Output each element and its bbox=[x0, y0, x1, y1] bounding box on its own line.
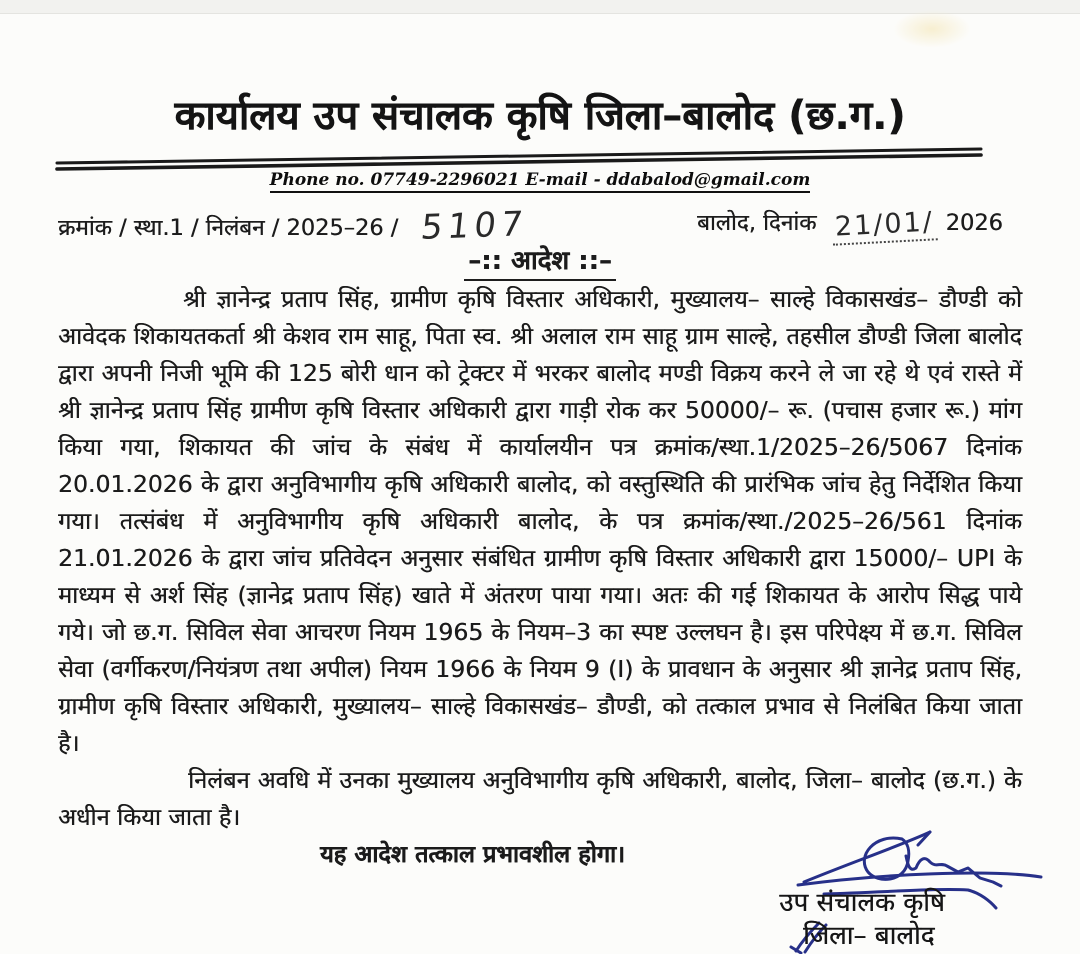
reference-label: क्रमांक / स्था.1 / निलंबन / 2025–26 / bbox=[58, 215, 399, 241]
signatory-designation: उप संचालक कृषि bbox=[779, 888, 945, 918]
place-date-label: बालोद, दिनांक bbox=[697, 210, 817, 236]
contact-line: Phone no. 07749-2296021 E-mail - ddabalod@gmail.com bbox=[270, 170, 811, 193]
order-heading: –:: आदेश ::– bbox=[464, 246, 616, 281]
office-title: कार्यालय उप संचालक कृषि जिला–बालोद (छ.ग.) bbox=[174, 93, 906, 139]
order-paragraph-1: श्री ज्ञानेन्द्र प्रताप सिंह, ग्रामीण कृषि विस्तार अधिकारी, मुख्यालय– साल्हे विकासखंड– डौण्डी को आवेदक शिकायतकर्ता श्री केशव राम साहू, पिता स्व. श्री अलाल राम साहू ग्राम साल्हे, तहसील डौण्डी जिला बालोद द्वारा अपनी निजी भूमि की 125 बोरी धान को ट्रेक्टर में भरकर बालोद मण्डी विक्रय करने ले जा रहे थे एवं रास्ते में श्री ज्ञानेन्द्र प्रताप सिंह ग्रामीण कृषि विस्तार अधिकारी द्वारा गाड़ी रोक कर 50000/– रू. (पचास हजार रू.) मांग किया गया, शिकायत की जांच के संबंध में कार्यालयीन पत्र क्रमांक/स्था.1/2025–26/5067 दिनांक 20.01.2026 के द्वारा अनुविभागीय कृषि अधिकारी बालोद, को वस्तुस्थिति की प्रारंभिक जांच हेतु निर्देशित किया गया। तत्संबंध में अनुविभागीय कृषि अधिकारी बालोद, के पत्र क्रमांक/स्था./2025–26/561 दिनांक 21.01.2026 के द्वारा जांच प्रतिवेदन अनुसार संबंधित ग्रामीण कृषि विस्तार अधिकारी द्वारा 15000/– UPI के माध्यम से अर्श सिंह (ज्ञानेद्र प्रताप सिंह) खाते में अंतरण पाया गया। अतः की गई शिकायत के आरोप सिद्ध पाये गये। जो छ.ग. सिविल सेवा आचरण नियम 1965 के नियम–3 का स्पष्ट उल्लघन है। इस परिपेक्ष्य में छ.ग. सिविल सेवा (वर्गीकरण/नियंत्रण तथा अपील) नियम 1966 के नियम 9 (I) के प्रावधान के अनुसार श्री ज्ञानेद्र प्रताप सिंह, ग्रामीण कृषि विस्तार अधिकारी, मुख्यालय– साल्हे विकासखंड– डौण्डी, को तत्काल प्रभाव से निलंबित किया जाता है। bbox=[58, 285, 1022, 757]
order-heading-row bbox=[0, 241, 1080, 277]
handwritten-ref-number: 5107 bbox=[419, 204, 531, 248]
order-closing-line: यह आदेश तत्काल प्रभावशील होगा। bbox=[320, 840, 625, 868]
scan-smudge bbox=[893, 10, 971, 48]
reference-number-row bbox=[58, 204, 531, 248]
handwritten-date: 21/01/ bbox=[831, 206, 938, 245]
printed-year: 2026 bbox=[945, 210, 1003, 236]
contact-line-row bbox=[0, 170, 1080, 190]
signatory-district: जिला– बालोद bbox=[803, 921, 935, 951]
place-date-row bbox=[697, 206, 1003, 243]
order-paragraph-2: निलंबन अवधि में उनका मुख्यालय अनुविभागीय कृषि अधिकारी, बालोद, जिला– बालोद (छ.ग.) के अधीन किया जाता है। bbox=[58, 766, 1022, 831]
order-body bbox=[58, 281, 1022, 873]
header-divider-icon bbox=[57, 149, 981, 169]
